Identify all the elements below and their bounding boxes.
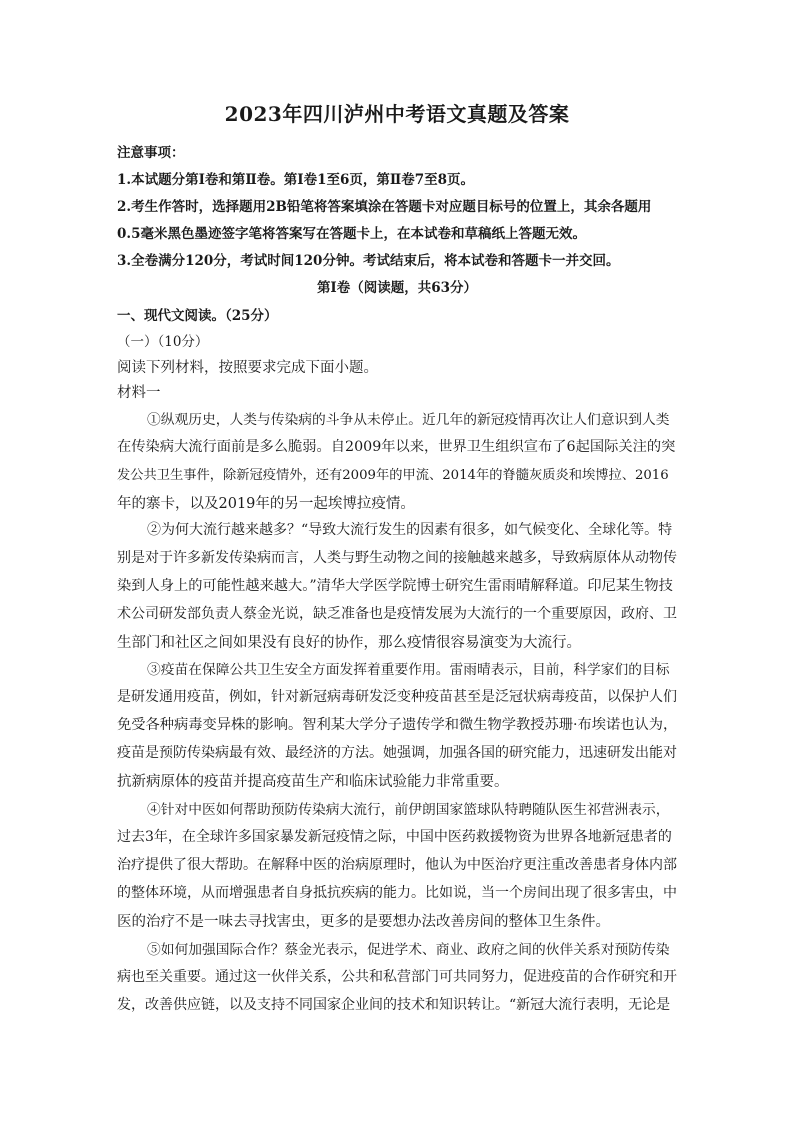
subsection-heading: （一）（10分）	[117, 334, 209, 350]
paragraph-3-line-5: 抗新病原体的疫苗并提高疫苗生产和临床试验能力非常重要。	[117, 774, 509, 790]
note-line-2: 2.考生作答时，选择题用2B铅笔将答案填涂在答题卡对应题目标号的位置上，其余各题用	[117, 199, 652, 215]
reading-instruction: 阅读下列材料，按照要求完成下面小题。	[117, 360, 378, 376]
paragraph-1-line-2: 在传染病大流行面前是多么脆弱。自2009年以来，世界卫生组织宣布了6起国际关注的突	[117, 439, 676, 455]
paragraph-5-line-1: ⑤如何加强国际合作？蔡金光表示，促进学术、商业、政府之间的伙伴关系对预防传染	[147, 942, 670, 958]
paragraph-4-line-3: 治疗提供了很大帮助。在解释中医的治病原理时，他认为中医治疗更注重改善患者身体内部	[117, 857, 677, 873]
paragraph-2-line-1: ②为何大流行越来越多？“导致大流行发生的因素有很多，如气候变化、全球化等。特	[147, 522, 673, 538]
paragraph-4-line-2: 过去3年，在全球许多国家暴发新冠疫情之际，中国中医药救援物资为世界各地新冠患者的	[117, 829, 672, 845]
paragraph-4-line-1: ④针对中医如何帮助预防传染病大流行，前伊朗国家篮球队特聘随队医生祁营洲表示，	[147, 802, 670, 818]
notes-heading: 注意事项：	[117, 145, 185, 161]
paragraph-1-line-3: 发公共卫生事件，除新冠疫情外，还有2009年的甲流、2014年的脊髓灰质炎和埃博拉、2016	[117, 468, 669, 483]
paragraph-1-line-1: ①纵观历史，人类与传染病的斗争从未停止。近几年的新冠疫情再次让人们意识到人类	[147, 412, 670, 428]
paragraph-3-line-4: 疫苗是预防传染病最有效、最经济的方法。她强调，加强各国的研究能力，迅速研发出能对	[117, 745, 677, 761]
note-line-3: 0.5毫米黑色墨迹签字笔将答案写在答题卡上，在本试卷和草稿纸上答题无效。	[117, 226, 586, 242]
paragraph-2-line-3: 染到人身上的可能性越来越大。”清华大学医学院博士研究生雷雨晴解释道。印尼某生物技	[117, 578, 673, 594]
material-label: 材料一	[117, 385, 161, 401]
note-line-1: 1.本试题分第Ⅰ卷和第Ⅱ卷。第Ⅰ卷1至6页，第Ⅱ卷7至8页。	[117, 172, 475, 188]
paragraph-5-line-3: 发，改善供应链，以及支持不同国家企业间的技术和知识转让。“新冠大流行表明，无论是	[117, 997, 671, 1013]
paragraph-3-line-3: 免受各种病毒变异株的影响。智利某大学分子遗传学和微生物学教授苏珊·布埃诺也认为，	[117, 717, 678, 733]
section-heading: 一、现代文阅读。（25分）	[117, 308, 278, 324]
paragraph-3-line-2: 是研发通用疫苗，例如，针对新冠病毒研发泛变种疫苗甚至是泛冠状病毒疫苗，以保护人们	[117, 689, 677, 705]
paragraph-4-line-5: 医的治疗不是一味去寻找害虫，更多的是要想办法改善房间的整体卫生条件。	[117, 914, 610, 930]
paragraph-3-line-1: ③疫苗在保障公共卫生安全方面发挥着重要作用。雷雨晴表示，目前，科学家们的目标	[147, 662, 670, 678]
volume-heading: 第Ⅰ卷（阅读题，共63分）	[316, 280, 478, 296]
paragraph-2-line-5: 生部门和社区之间如果没有良好的协作，那么疫情很容易演变为大流行。	[117, 635, 581, 651]
paragraph-4-line-4: 的整体环境，从而增强患者自身抵抗疾病的能力。比如说，当一个房间出现了很多害虫，中	[117, 885, 677, 901]
note-line-4: 3.全卷满分120分，考试时间120分钟。考试结束后，将本试卷和答题卡一并交回。	[117, 253, 620, 269]
document-title: 2023年四川泸州中考语文真题及答案	[224, 102, 570, 126]
paragraph-5-line-2: 病也至关重要。通过这一伙伴关系，公共和私营部门可共同努力，促进疫苗的合作研究和开	[117, 969, 677, 985]
paragraph-1-line-4: 年的寨卡，以及2019年的另一起埃博拉疫情。	[117, 496, 415, 512]
paragraph-2-line-2: 别是对于许多新发传染病而言，人类与野生动物之间的接触越来越多，导致病原体从动物传	[117, 550, 677, 566]
paragraph-2-line-4: 术公司研发部负责人蔡金光说，缺乏准备也是疫情发展为大流行的一个重要原因，政府、卫	[117, 606, 677, 622]
